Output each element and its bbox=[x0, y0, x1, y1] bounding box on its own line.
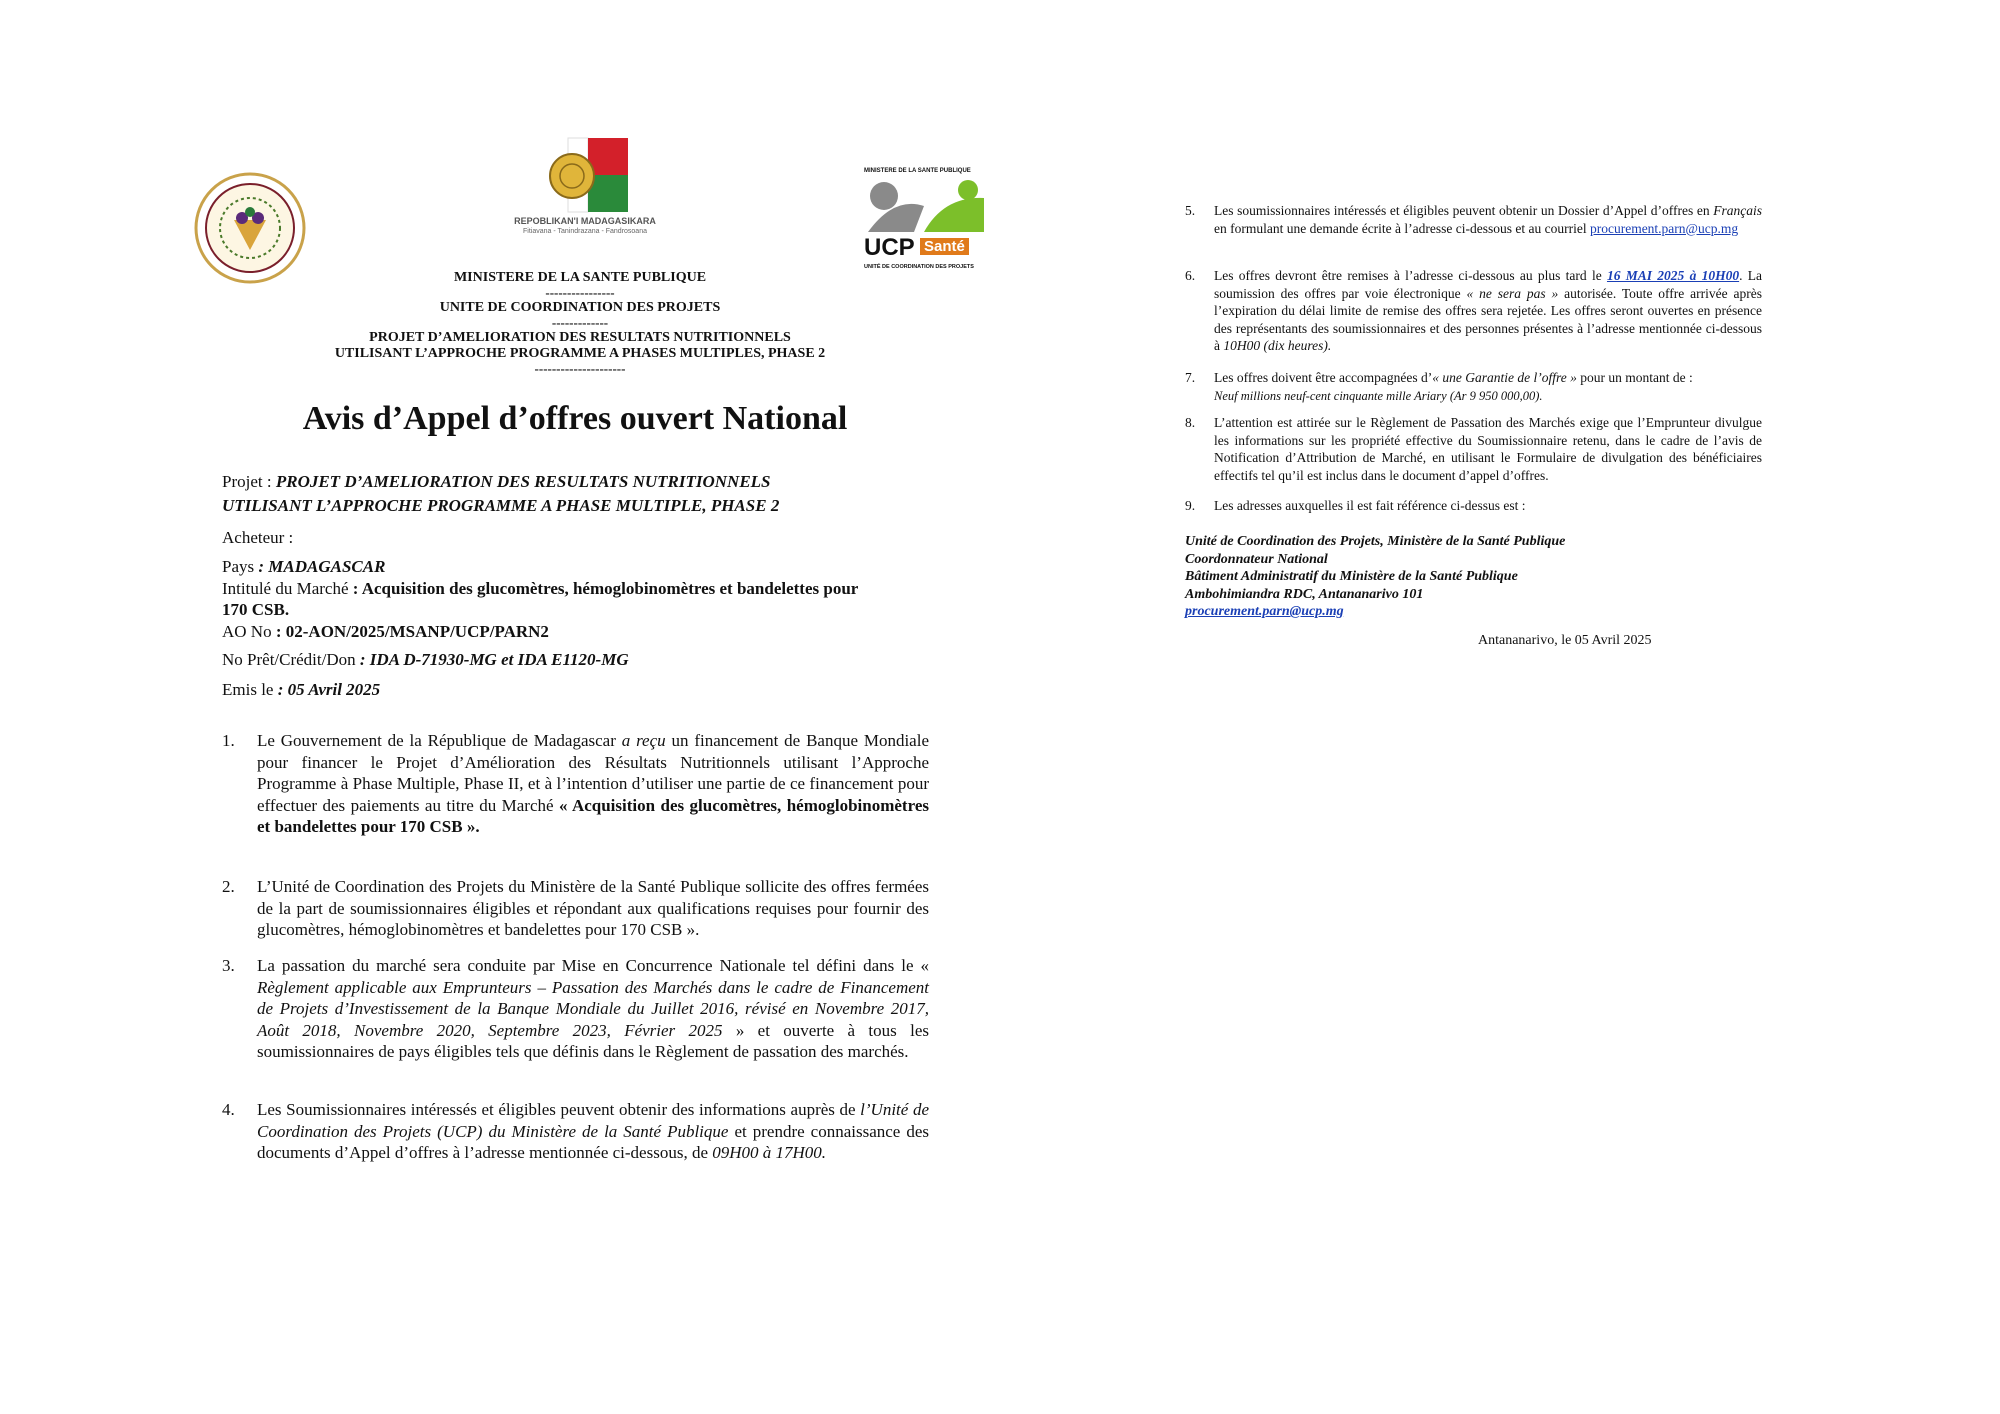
pret-line bbox=[222, 648, 942, 672]
ministry-seal-logo bbox=[194, 172, 306, 284]
intitule-line bbox=[222, 578, 942, 599]
paragraph-2: L’Unité de Coordination des Projets du Ministère de la Santé Publique sollicite des offres fermées de la part de soumissionnaires éligibles et répondant aux qualifications requises pour fournir des glucomètres, hémoglobinomètres et bandelettes pour 170 CSB ». bbox=[257, 877, 929, 939]
pays-line bbox=[222, 556, 942, 578]
paragraph-7-emphasis: « une Garantie de l’offre » bbox=[1432, 370, 1577, 385]
procurement-email-link[interactable]: procurement.parn@ucp.mg bbox=[1589, 220, 1739, 236]
ministry-name: MINISTERE DE LA SANTE PUBLIQUE bbox=[453, 270, 707, 285]
signature-date: Antananarivo, le 05 Avril 2025 bbox=[1478, 633, 1652, 648]
paragraph-6-text: autorisée. Toute offre arrivée après l’expiration du délai limite de remise des offres sera rejetée. Les offres seront ouvertes en présence des représentants des soumissionnaires et des personnes présentes à l’adresse mentionnée ci-dessous à bbox=[1214, 285, 1763, 353]
ao-line bbox=[222, 620, 942, 644]
page-title: Avis d’Appel d’offres ouvert National bbox=[302, 400, 848, 437]
paragraph-4-text: et prendre connaissance des documents d’Appel d’offres à l’adresse mentionnée ci-dessous, de bbox=[257, 1121, 930, 1162]
paragraph-6-emphasis: « ne sera pas » bbox=[1466, 285, 1559, 301]
paragraph-number: 4. bbox=[222, 1100, 235, 1119]
ao-value: : 02-AON/2025/MSANP/UCP/PARN2 bbox=[275, 622, 549, 641]
paragraph-number: 5. bbox=[1185, 203, 1196, 218]
flag-caption: REPOBLIKAN'I MADAGASIKARA bbox=[514, 216, 656, 226]
project-name-line: UTILISANT L’APPROCHE PROGRAMME A PHASES MULTIPLES, PHASE 2 bbox=[334, 346, 826, 361]
paragraph-7-text: pour un montant de : bbox=[1576, 370, 1693, 385]
info-block bbox=[222, 470, 942, 702]
paragraph-4-emphasis: l’Unité de Coordination des Projets (UCP) du Ministère de la Santé Publique bbox=[257, 1100, 929, 1141]
intitule-value-continued: 170 CSB. bbox=[222, 600, 290, 619]
paragraph-6-text: . La soumission des offres par voie électronique bbox=[1214, 268, 1763, 301]
ucp-sante-logo bbox=[864, 168, 988, 280]
address-line: Ambohimiandra RDC, Antananarivo 101 bbox=[1185, 586, 1424, 602]
paragraph-5-emphasis: Français bbox=[1713, 203, 1762, 218]
flag-motto: Fitiavana - Tanindrazana - Fandrosoana bbox=[522, 228, 647, 235]
intitule-value: : Acquisition des glucomètres, hémoglobinomètres et bandelettes pour bbox=[352, 579, 859, 598]
paragraph-5-text: en formulant une demande écrite à l’adresse ci-dessous et au courriel bbox=[1214, 220, 1590, 236]
paragraph-number: 8. bbox=[1185, 415, 1196, 430]
intitule-label: Intitulé du Marché bbox=[222, 579, 353, 598]
ucp-top-text: MINISTERE DE LA SANTE PUBLIQUE bbox=[864, 168, 971, 174]
paragraph-5-text: Les soumissionnaires intéressés et éligibles peuvent obtenir un Dossier d’Appel d’offres en bbox=[1214, 203, 1714, 218]
paragraph-number: 6. bbox=[1185, 268, 1196, 283]
pays-value: : MADAGASCAR bbox=[258, 557, 386, 576]
paragraph-6 bbox=[1214, 267, 1762, 355]
projet-value-continued: UTILISANT L’APPROCHE PROGRAMME A PHASE MULTIPLE, PHASE 2 bbox=[222, 496, 780, 515]
paragraph-3-emphasis: Règlement applicable aux Emprunteurs – Passation des Marchés dans le cadre de Financement de Projets d’Investissement de la Banque Mondiale du Juillet 2016, révisé en Novembre 2017, Août 2018, Novembre 2020, Septembre 2023, Février 2025 bbox=[257, 977, 929, 1040]
pret-value: : IDA D-71930-MG et IDA E1120-MG bbox=[359, 650, 629, 669]
header-divider: --------------------- bbox=[534, 361, 626, 376]
address-email-link[interactable]: procurement.parn@ucp.mg bbox=[1185, 604, 1344, 619]
pret-label: No Prêt/Crédit/Don bbox=[222, 650, 360, 669]
paragraph-1 bbox=[257, 730, 929, 838]
address-line: Bâtiment Administratif du Ministère de la Santé Publique bbox=[1185, 569, 1518, 584]
paragraph-1-text: un financement de Banque Mondiale pour financer le Projet d’Amélioration des Résultats Nutritionnels utilisant l’Approche Programme à Phase Multiple, Phase II, et à l’intention d’utiliser une partie de ce financement pour effectuer des paiements au titre du Marché bbox=[257, 731, 929, 815]
address-line: Coordonnateur National bbox=[1185, 551, 1328, 567]
emis-value: : 05 Avril 2025 bbox=[277, 680, 381, 699]
paragraph-4 bbox=[257, 1099, 929, 1164]
acheteur-label: Acheteur : bbox=[222, 528, 294, 547]
projet-value: PROJET D’AMELIORATION DES RESULTATS NUTRITIONNELS bbox=[275, 472, 771, 491]
ucp-sante-badge: Santé bbox=[920, 238, 969, 255]
paragraph-8: L’attention est attirée sur le Règlement de Passation des Marchés exige que l’Emprunteur divulgue les informations sur les propriété effective du Soumissionnaire retenu, dans le cadre de l’avis de Notification d’Attribution de Marché, en utilisant le Formulaire de divulgation des bénéficiaires effectifs tel qu’il est inclus dans le document d’appel d’offres. bbox=[1214, 415, 1762, 483]
unit-name: UNITE DE COORDINATION DES PROJETS bbox=[439, 300, 721, 315]
paragraph-6-emphasis: 10H00 (dix heures). bbox=[1223, 338, 1332, 353]
document-header bbox=[300, 270, 860, 376]
paragraph-7-text: Les offres doivent être accompagnées d’ bbox=[1214, 370, 1433, 385]
paragraph-number: 9. bbox=[1185, 498, 1196, 513]
paragraph-3 bbox=[257, 955, 929, 1063]
paragraph-9: Les adresses auxquelles il est fait référence ci-dessus est : bbox=[1214, 498, 1526, 513]
paragraph-4-hours: 09H00 à 17H00. bbox=[712, 1143, 827, 1162]
paragraph-number: 7. bbox=[1185, 370, 1196, 385]
paragraph-6-text: Les offres devront être remises à l’adresse ci-dessous au plus tard le bbox=[1214, 268, 1607, 283]
deadline-date: 16 MAI 2025 à 10H00 bbox=[1606, 268, 1740, 283]
paragraph-7 bbox=[1214, 369, 1762, 405]
paragraph-4-text: Les Soumissionnaires intéressés et éligibles peuvent obtenir des informations auprès de bbox=[257, 1100, 861, 1119]
paragraph-5 bbox=[1214, 202, 1762, 237]
paragraph-number: 2. bbox=[222, 877, 235, 896]
paragraph-1-text: Le Gouvernement de la République de Madagascar bbox=[257, 731, 622, 750]
emis-line bbox=[222, 678, 942, 702]
ao-label: AO No bbox=[222, 622, 276, 641]
projet-label: Projet : bbox=[222, 472, 276, 491]
madagascar-flag-logo bbox=[510, 134, 660, 246]
header-divider: ------------- bbox=[551, 315, 609, 330]
paragraph-number: 3. bbox=[222, 956, 235, 975]
header-divider: ---------------- bbox=[545, 285, 615, 300]
paragraph-3-text: » et ouverte à tous les soumissionnaires de pays éligibles tels que définis dans le Règlement de passation des marchés. bbox=[257, 1020, 929, 1061]
address-line: Unité de Coordination des Projets, Ministère de la Santé Publique bbox=[1185, 534, 1566, 549]
pays-label: Pays bbox=[222, 557, 259, 576]
paragraph-1-emphasis: a reçu bbox=[621, 731, 666, 750]
paragraph-number: 1. bbox=[222, 731, 235, 750]
paragraph-3-text: La passation du marché sera conduite par Mise en Concurrence Nationale tel défini dans le « bbox=[257, 956, 929, 975]
paragraph-1-subject: « Acquisition des glucomètres, hémoglobinomètres et bandelettes pour 170 CSB ». bbox=[257, 795, 929, 836]
projet-line bbox=[222, 470, 942, 494]
ucp-bottom-text: UNITÉ DE COORDINATION DES PROJETS bbox=[864, 264, 974, 270]
ucp-brand: UCP bbox=[864, 234, 915, 261]
emis-label: Emis le bbox=[222, 680, 278, 699]
guarantee-amount: Neuf millions neuf-cent cinquante mille Ariary (Ar 9 950 000,00). bbox=[1214, 388, 1543, 403]
contact-address bbox=[1185, 533, 1765, 621]
project-name-line: PROJET D’AMELIORATION DES RESULTATS NUTRITIONNELS bbox=[369, 330, 791, 345]
